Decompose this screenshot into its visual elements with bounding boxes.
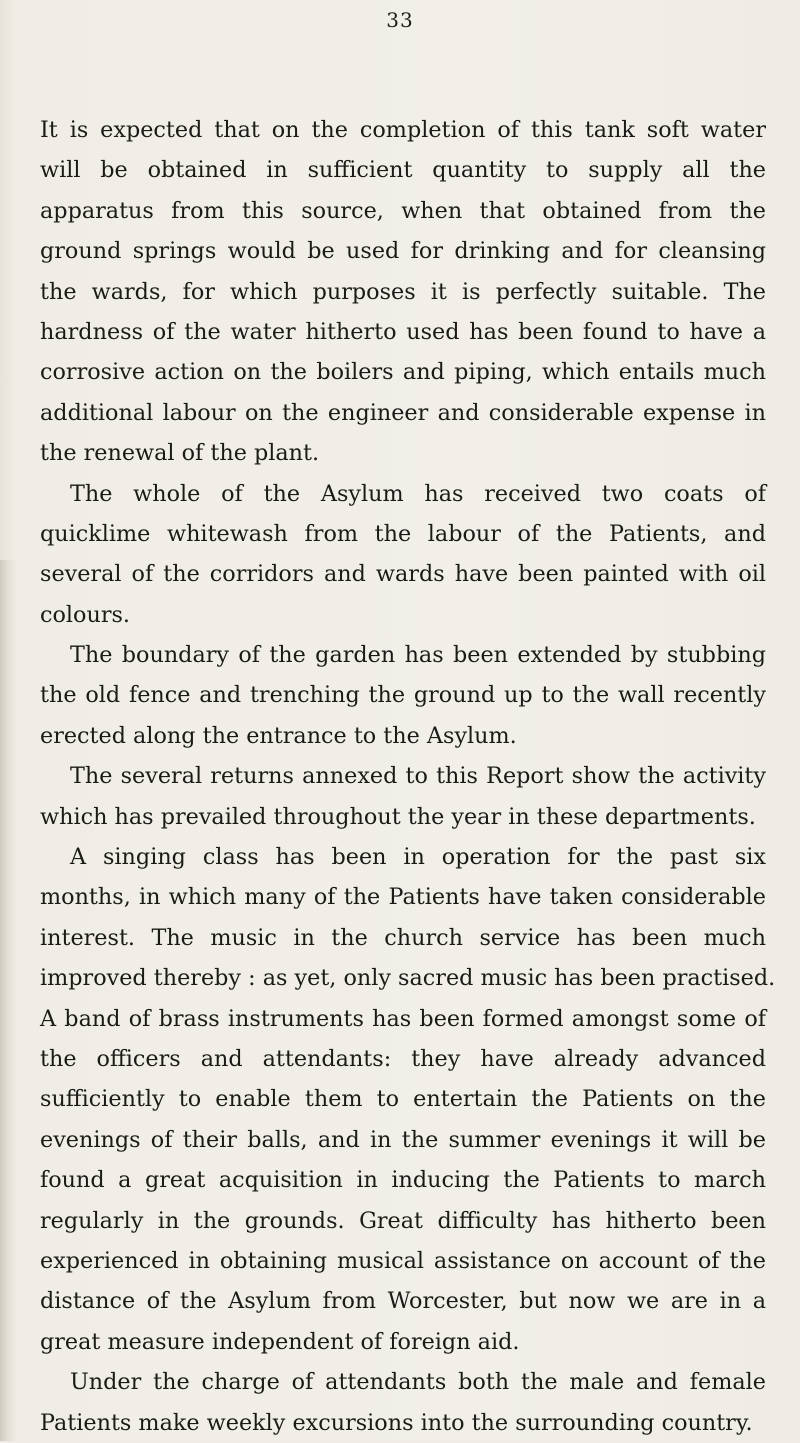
text-line: several of the corridors and wards have been painted with oil [40,561,766,588]
text-line: erected along the entrance to the Asylum. [40,722,517,749]
text-line: improved thereby : as yet, only sacred music has been practised. [40,965,776,992]
text-line: quicklime whitewash from the labour of the Patients, and [40,520,766,547]
text-line: hardness of the water hitherto used has been found to have a [40,318,766,345]
text-line: A band of brass instruments has been formed amongst some of [40,1005,766,1032]
text-line: A singing class has been in operation for the past six [70,844,766,871]
text-line: Patients make weekly excursions into the surrounding country. [40,1409,753,1436]
body-text [40,110,776,1443]
text-line: interest. The music in the church service has been much [40,924,766,951]
text-line: It is expected that on the completion of this tank soft water [40,117,766,143]
text-line: colours. [40,601,131,628]
text-line: the old fence and trenching the ground up to the wall recently [40,682,766,709]
text-line: great measure independent of foreign aid. [40,1328,520,1355]
text-line: distance of the Asylum from Worcester, but now we are in a [40,1288,766,1315]
text-line: the officers and attendants: they have already advanced [40,1045,766,1072]
text-line: experienced in obtaining musical assistance on account of the [40,1247,766,1274]
text-line: will be obtained in sufficient quantity to supply all the [40,157,766,184]
text-line: months, in which many of the Patients have taken considerable [40,884,766,911]
text-line: regularly in the grounds. Great difficulty has hitherto been [40,1207,766,1234]
text-line: ground springs would be used for drinking and for cleansing [40,238,766,265]
binding-gutter-shadow [0,560,16,1441]
text-line: The several returns annexed to this Report show the activity [70,763,766,790]
page-number: 33 [386,8,414,32]
text-line: the wards, for which purposes it is perfectly suitable. The [40,278,766,305]
text-line: evenings of their balls, and in the summer evenings it will be [40,1126,766,1153]
text-line: apparatus from this source, when that obtained from the [40,197,766,224]
text-line: The whole of the Asylum has received two coats of [70,480,766,507]
text-line: The boundary of the garden has been extended by stubbing [70,642,766,669]
text-line: sufficiently to enable them to entertain the Patients on the [40,1086,766,1113]
text-line: Under the charge of attendants both the male and female [70,1369,766,1396]
text-line: which has prevailed throughout the year in these departments. [40,803,756,830]
text-line: additional labour on the engineer and considerable expense in [40,399,766,426]
text-line: found a great acquisition in inducing the Patients to march [40,1167,766,1194]
text-line: the renewal of the plant. [40,440,320,467]
text-line: corrosive action on the boilers and piping, which entails much [40,359,766,386]
